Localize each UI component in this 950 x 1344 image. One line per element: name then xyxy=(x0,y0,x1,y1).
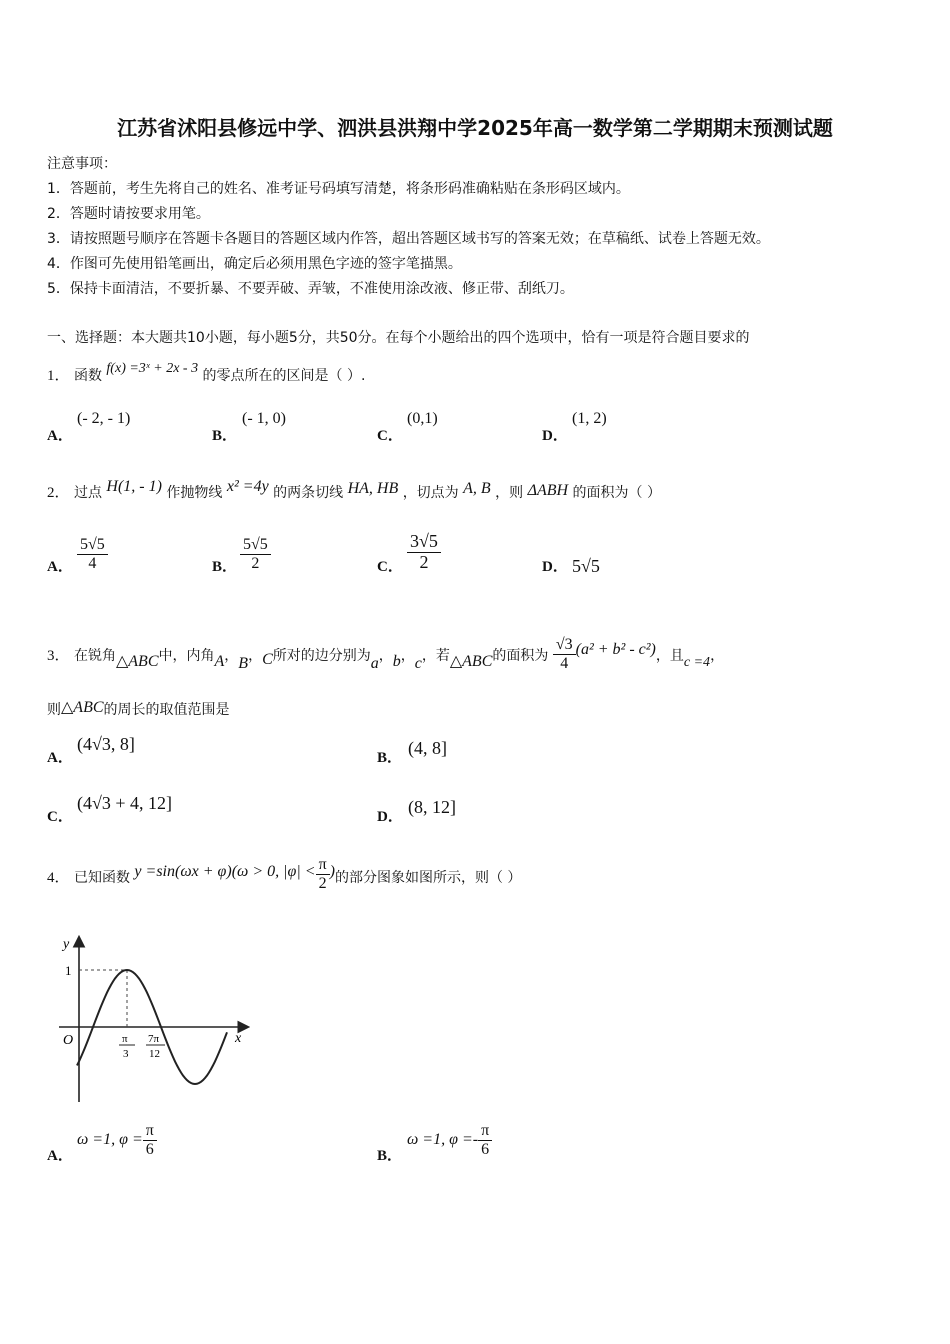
question-text: 所对的边分别为 xyxy=(272,648,371,665)
formula: x² =4y xyxy=(226,478,269,495)
option-value: (- 2, - 1) xyxy=(77,410,131,427)
question-text: ， xyxy=(400,648,415,665)
question-text: ， xyxy=(710,648,725,665)
fraction-num: π xyxy=(478,1122,492,1141)
question-3-line2 xyxy=(47,699,230,719)
option-value: (4√3, 8] xyxy=(77,734,135,754)
formula: f(x) =3ˣ + 2x - 3 xyxy=(106,361,199,376)
formula: A xyxy=(214,653,225,671)
formula: c xyxy=(414,655,422,673)
section-heading: 一、选择题：本大题共10小题，每小题5分，共50分。在每个小题给出的四个选项中，恰有一项是符合题目要求的 xyxy=(47,330,750,346)
fraction-den: 2 xyxy=(318,874,327,892)
question-text: 的面积为（ ） xyxy=(572,485,661,501)
option-label: A． xyxy=(47,1148,73,1164)
option-label: B． xyxy=(212,428,238,444)
formula: HA, HB xyxy=(347,480,399,497)
question-text: 则 xyxy=(47,702,61,718)
notice-heading: 注意事项： xyxy=(47,156,117,172)
option-value: (4, 8] xyxy=(408,738,447,758)
option-value: (- 1, 0) xyxy=(242,410,286,427)
question-text: ， xyxy=(378,648,393,665)
option-label: C． xyxy=(377,559,403,575)
formula: ΔABH xyxy=(527,482,569,499)
fraction-den: 4 xyxy=(560,654,569,672)
formula: b xyxy=(392,653,401,671)
option-value xyxy=(407,1122,492,1158)
fraction-den: 6 xyxy=(481,1140,490,1158)
formula: ω =1, φ = xyxy=(77,1131,143,1149)
x-axis-label: x xyxy=(235,1031,242,1046)
question-number: 3． xyxy=(47,648,70,665)
question-text: ， xyxy=(224,648,239,665)
option-value: $\frac{3√5}{2}$ xyxy=(407,532,441,573)
question-text: 已知函数 xyxy=(73,870,130,887)
fraction-num: π xyxy=(316,856,330,875)
page-title: 江苏省沭阳县修远中学、泗洪县洪翔中学2025年高一数学第二学期期末预测试题 xyxy=(117,116,833,140)
option-value xyxy=(77,1122,157,1158)
y-tick-label: 1 xyxy=(65,963,72,978)
formula: y =sin(ωx + φ)(ω > 0, |φ| < xyxy=(134,863,316,881)
formula: a xyxy=(370,655,379,673)
question-text: 的零点所在的区间是（ ）. xyxy=(202,368,366,384)
fraction-den: 6 xyxy=(145,1140,154,1158)
option-value: (0,1) xyxy=(407,410,438,427)
option-value: (4√3 + 4, 12] xyxy=(77,793,173,813)
formula: △ABC xyxy=(115,653,159,671)
origin-label: O xyxy=(63,1033,74,1048)
option-value: $\frac{5√5}{2}$ xyxy=(240,536,271,572)
notice-item: 1．答题前，考生先将自己的姓名、准考证号码填写清楚，将条形码准确粘贴在条形码区域内。 xyxy=(47,181,630,197)
question-text: ，且 xyxy=(655,648,684,665)
question-text: 过点 xyxy=(73,485,102,501)
question-text: ，则 xyxy=(495,485,524,501)
question-text: 函数 xyxy=(73,368,102,384)
sine-graph xyxy=(55,930,255,1105)
option-label: D． xyxy=(542,559,568,575)
x-tick-den: 3 xyxy=(123,1048,129,1060)
option-label: A． xyxy=(47,559,73,575)
question-text: 中，内角 xyxy=(158,648,215,665)
option-value: (1, 2) xyxy=(572,410,607,427)
question-text: 在锐角 xyxy=(73,648,116,665)
option-label: B． xyxy=(212,559,238,575)
question-text: 作抛物线 xyxy=(166,485,223,501)
question-number: 2． xyxy=(47,485,70,501)
formula: C xyxy=(262,651,273,669)
question-text: 的部分图象如图所示，则（ ） xyxy=(334,870,522,887)
notice-item: 2．答题时请按要求用笔。 xyxy=(47,206,210,222)
option-label: C． xyxy=(377,428,403,444)
option-value: (8, 12] xyxy=(408,797,456,817)
option-label: A． xyxy=(47,750,73,766)
question-4 xyxy=(47,856,522,896)
question-text: ，切点为 xyxy=(402,485,459,501)
formula: A, B xyxy=(463,480,491,497)
option-label: C． xyxy=(47,809,73,825)
formula: H(1, - 1) xyxy=(106,478,162,495)
formula: △ABC xyxy=(61,699,104,716)
formula: ω =1, φ =- xyxy=(407,1131,479,1149)
question-number: 4． xyxy=(47,870,70,887)
option-label: B． xyxy=(377,750,403,766)
question-text: ，若 xyxy=(421,648,450,665)
option-value: $\frac{5√5}{4}$ xyxy=(77,536,108,572)
option-label: A． xyxy=(47,428,73,444)
notice-item: 5．保持卡面清洁，不要折暴、不要弄破、弄皱，不准使用涂改液、修正带、刮纸刀。 xyxy=(47,281,574,297)
option-label: B． xyxy=(377,1148,403,1164)
notice-item: 3．请按照题号顺序在答题卡各题目的答题区域内作答，超出答题区域书写的答案无效；在草稿纸、试卷上答题无效。 xyxy=(47,231,770,247)
y-axis-label: y xyxy=(63,937,70,952)
x-tick-num: π xyxy=(122,1033,128,1045)
formula: B xyxy=(238,655,249,673)
question-text: 的周长的取值范围是 xyxy=(103,702,230,718)
question-text: 的面积为 xyxy=(492,648,549,665)
formula: (a² + b² - c²) xyxy=(575,641,656,659)
formula: ) xyxy=(329,863,335,881)
formula: △ABC xyxy=(449,653,493,671)
question-1 xyxy=(47,361,366,385)
formula: c =4 xyxy=(683,655,711,671)
option-value: 5√5 xyxy=(572,556,600,576)
question-number: 1． xyxy=(47,368,70,384)
option-label: D． xyxy=(542,428,568,444)
notice-item: 4．作图可先使用铅笔画出，确定后必须用黑色字迹的签字笔描黑。 xyxy=(47,256,462,272)
fraction-num: √3 xyxy=(553,636,576,655)
question-3 xyxy=(47,638,724,674)
question-text: ， xyxy=(248,648,263,665)
x-tick-den: 12 xyxy=(149,1048,160,1060)
question-2 xyxy=(47,478,661,502)
x-tick-num: 7π xyxy=(148,1033,160,1045)
fraction-num: π xyxy=(143,1122,157,1141)
question-text: 的两条切线 xyxy=(273,485,344,501)
option-label: D． xyxy=(377,809,403,825)
